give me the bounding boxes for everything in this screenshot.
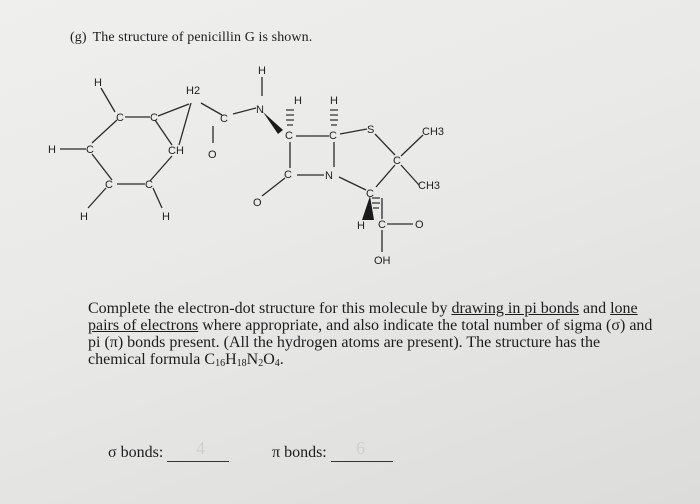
atom-c: C [378, 219, 386, 231]
atom-h: H [294, 95, 302, 107]
atom-c: C [393, 155, 401, 167]
text: chemical formula C [88, 351, 216, 368]
question-heading-text: The structure of penicillin G is shown. [92, 30, 313, 45]
atom-ch3: CH3 [422, 126, 445, 138]
text: H [225, 351, 237, 368]
atom-h: H [357, 220, 365, 232]
bond-lines [60, 77, 423, 252]
text: and [579, 300, 611, 317]
text: . [279, 351, 284, 368]
subscript: 2 [258, 358, 264, 369]
atom-c: C [86, 144, 94, 156]
wedge-bond [263, 112, 283, 134]
atom-h: H [258, 65, 266, 77]
atom-c: C [145, 179, 153, 191]
atom-labels [48, 65, 444, 267]
subscript: 18 [236, 358, 247, 369]
instructions-line-1 [88, 300, 668, 317]
atom-c: C [150, 112, 158, 124]
atom-h: H [48, 144, 56, 156]
underlined-text: lone [610, 300, 638, 317]
atom-h: H [80, 211, 88, 223]
atom-s: S [367, 124, 375, 136]
sigma-faint-mark: 4 [196, 438, 205, 458]
atom-o: O [253, 197, 262, 209]
sigma-bonds-answer [108, 444, 229, 462]
atom-oh: OH [374, 255, 391, 267]
atom-ch3: CH3 [418, 180, 441, 192]
text: O [263, 351, 275, 368]
atom-c: C [105, 179, 113, 191]
atom-h: H [162, 211, 170, 223]
atom-c: C [366, 188, 374, 200]
text: where appropriate, and also indicate the total number of sigma (σ) and [198, 317, 653, 334]
underlined-text: pairs of electrons [88, 317, 199, 334]
atom-c: C [285, 130, 293, 142]
atom-h: H [330, 95, 338, 107]
instructions-line-2 [88, 317, 668, 334]
atom-h: H [94, 77, 102, 89]
atom-c: C [116, 112, 124, 124]
instructions-line-4 [88, 351, 668, 368]
sigma-bonds-label: σ bonds: [108, 444, 164, 461]
instructions-line-3: pi (π) bonds present. (All the hydrogen atoms are present). The structure has the [88, 334, 601, 351]
pi-bonds-label: π bonds: [272, 444, 327, 461]
pi-faint-mark: 6 [356, 438, 365, 458]
subscript: 4 [274, 358, 280, 369]
text: N [246, 351, 259, 368]
instructions-paragraph [88, 300, 668, 368]
atom-o: O [415, 219, 424, 231]
question-label: (g) [70, 30, 87, 45]
atom-c: C [220, 113, 228, 125]
text: Complete the electron-dot structure for this molecule by [88, 300, 452, 317]
atom-c: C [284, 169, 292, 181]
atom-ch: CH [168, 145, 184, 157]
atom-o: O [208, 149, 217, 161]
underlined-text: drawing in pi bonds [451, 300, 579, 317]
pi-bonds-answer [272, 444, 393, 462]
atom-h2: H2 [186, 85, 201, 97]
atom-c: C [329, 130, 337, 142]
subscript: 16 [215, 358, 226, 369]
atom-n: N [256, 104, 264, 116]
atom-n: N [325, 170, 333, 182]
